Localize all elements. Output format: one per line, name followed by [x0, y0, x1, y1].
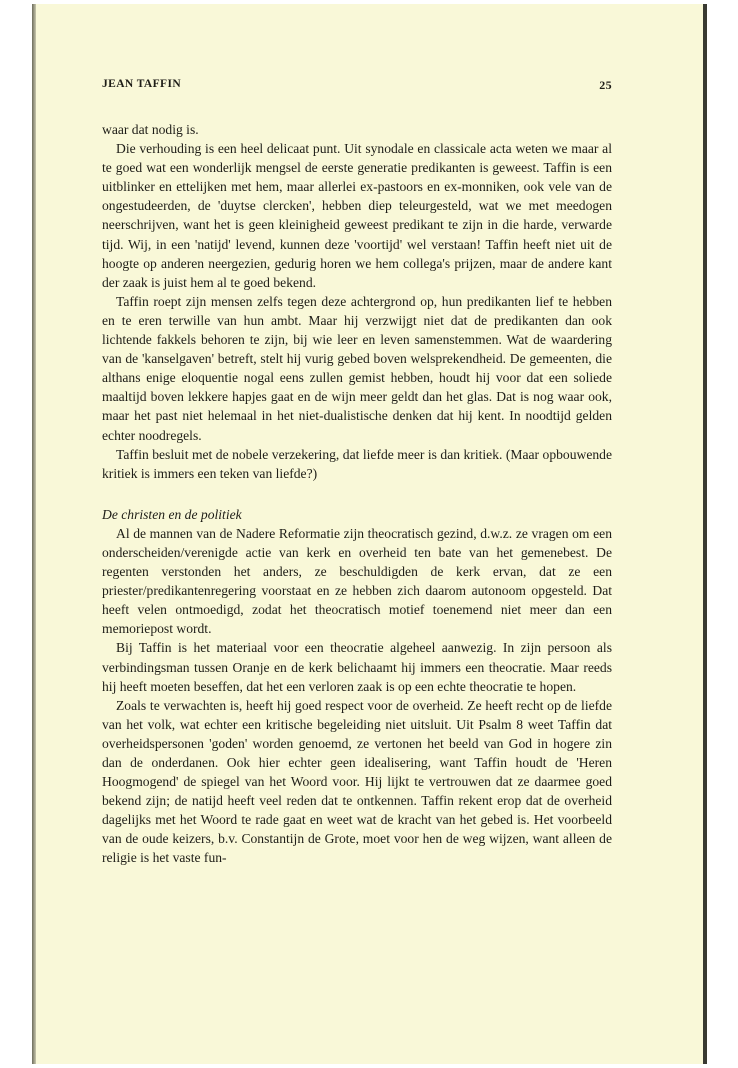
paragraph: Taffin besluit met de nobele verzekering, dat liefde meer is dan kritiek. (Maar opbouwende kritiek is immers een teken van liefde?) — [102, 446, 612, 481]
paragraph: Taffin roept zijn mensen zelfs tegen deze achtergrond op, hun predikanten lief te hebben en te eren terwille van hun ambt. Maar hij verzwijgt niet dat de predikanten dan ook lichtende fakkels behoren te zijn, bij wie leer en leven samenstemmen. Wat de waardering van de 'kanselgaven' betreft, stelt hij vurig gebed boven welsprekendheid. De gemeenten, die althans enige eloquentie nogal eens zullen gemist hebben, houdt hij voor dat een soliede maaltijd boven lekkere hapjes gaat en de wijn meer geldt dan het glas. Dat is nog waar ook, maar het past niet helemaal in het niet-dualistische denken dat hij kent. In noodtijd gelden echter noodregels. — [102, 293, 612, 443]
running-title: JEAN TAFFIN — [102, 78, 182, 90]
paragraph: Al de mannen van de Nadere Reformatie zijn theocratisch gezind, d.w.z. ze vragen om een onderscheiden/verenigde actie van kerk en overheid ten bate van het gemenebest. De regenten verstonden het anders, ze beschuldigden de kerk ervan, dat ze een priester/predikantenregering voorstaat en ze hebben zich daarom autonoom opgesteld. Dat heeft velen ontmoedigd, zodat het theocratisch motief toenemend niet meer dan een memoriepost wordt. — [102, 525, 612, 637]
page-number: 25 — [599, 78, 612, 92]
paragraph: Die verhouding is een heel delicaat punt. Uit synodale en classicale acta weten we maar al te goed wat een wonderlijk mengsel de eerste generatie predikanten is geweest. Taffin is een uitblinker en ettelijken met hem, maar allerlei ex-pastoors en ex-monniken, ook vele van de ongestudeerden, de 'duytse clercken', hebben diep teleurgesteld, wat we met meedogen neerschrijven, want het is geen kleinigheid geweest predikant te zijn in die harde, verwarde tijd. Wij, in een 'natijd' levend, kunnen deze 'voortijd' wel verstaan! Taffin heeft niet uit de hoogte op anderen neergezien, gedurig horen we hem collega's prijzen, maar de andere kant der zaak is juist hem al te goed bekend. — [102, 141, 612, 290]
section-heading: De christen en de politiek — [102, 506, 242, 522]
page-right-edge — [703, 4, 707, 1064]
page-left-edge — [32, 4, 36, 1064]
body-text — [102, 120, 612, 868]
paragraph: Zoals te verwachten is, heeft hij goed respect voor de overheid. Ze heeft recht op de liefde van het volk, wat echter een kritische begeleiding niet uitsluit. Uit Psalm 8 weet Taffin dat overheidspersonen 'goden' worden genoemd, ze vertonen het beeld van God in hogere zin dan de onderdanen. Ook hier echter geen idealisering, want Taffin houdt de 'Heren Hoogmogend' de spiegel van het Woord voor. Hij lijkt te vertrouwen dat ze daarmee goed bekend zijn; de natijd heeft veel reden dat te ontkennen. Taffin rekent erop dat de overheid dagelijks met het Woord te rade gaat en weet wat de kracht van het gebed is. Het voorbeeld van de oude keizers, b.v. Constantijn de Grote, moet voor hen de weg wijzen, want alleen de religie is het vaste fun- — [102, 697, 612, 866]
paragraph: Bij Taffin is het materiaal voor een theocratie algeheel aanwezig. In zijn persoon als verbindingsman tussen Oranje en de kerk belichaamt hij immers een theocratie. Maar reeds hij heeft moeten beseffen, dat het een verloren zaak is op een echte theocratie te hopen. — [102, 640, 612, 694]
paragraph-continuation: waar dat nodig is. — [102, 122, 199, 137]
